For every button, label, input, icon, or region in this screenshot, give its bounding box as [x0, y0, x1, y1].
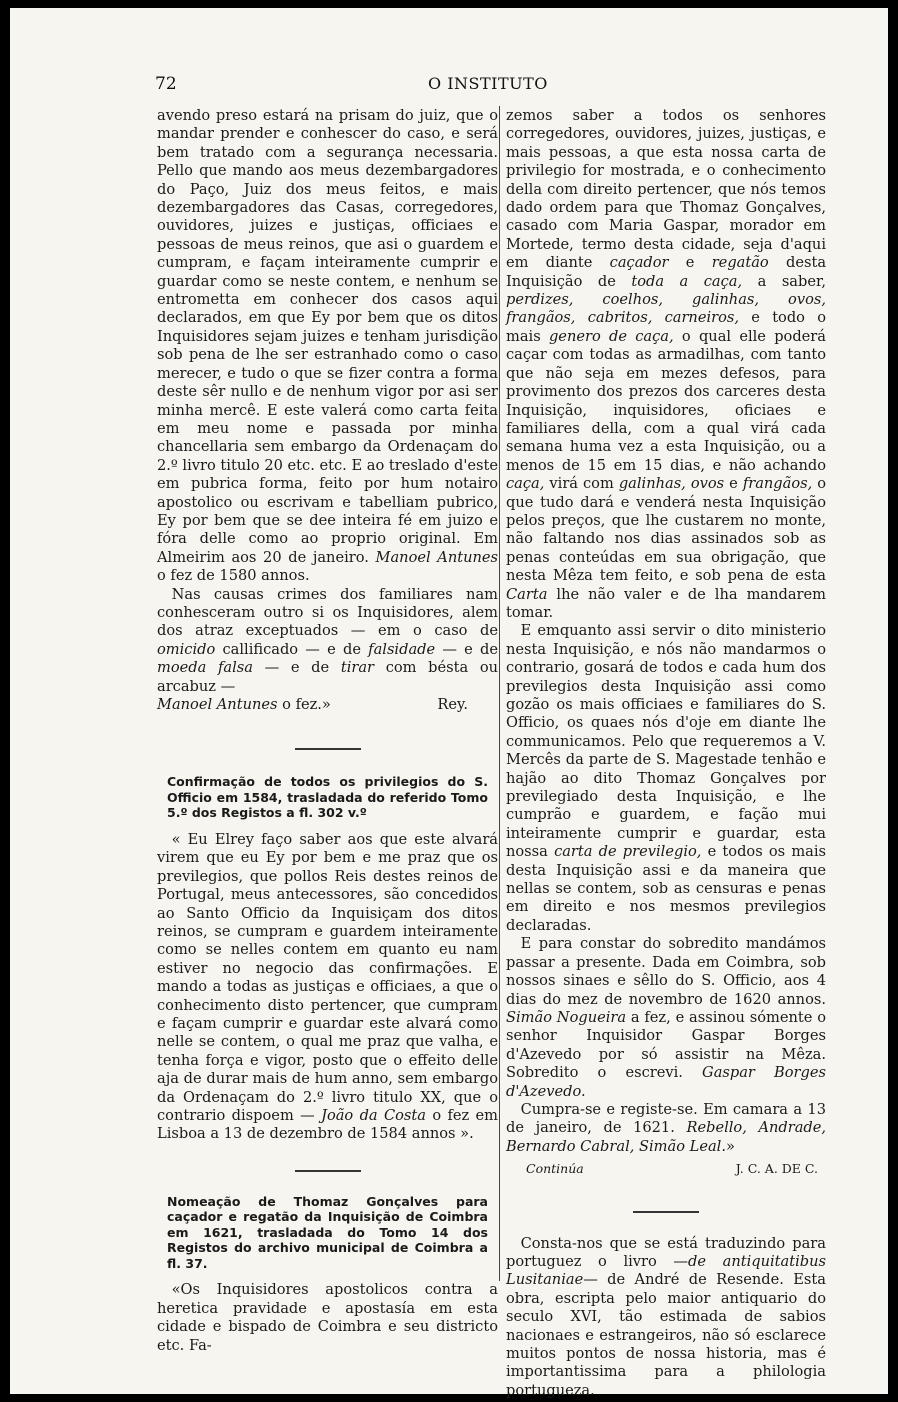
right-column — [506, 107, 826, 1400]
paragraph-constar: E para constar do sobredito mandámos passar a presente. Dada em Coimbra, sob nossos sinaes e sêllo do S. Officio, aos 4 dias do mez de novembro de 1620 annos. Simão Nogueira a fez, e assinou sómente o senhor Inquisidor Gaspar Borges d'Azevedo por só assistir na Mêza. Sobredito o escrevi. Gaspar Borges d'Azevedo. — [506, 935, 826, 1100]
paragraph-nomeacao-start: «Os Inquisidores apostolicos contra a heretica pravidade e apostasía em esta cidade e bispado de Coimbra e seu districto etc. Fa- — [157, 1281, 498, 1354]
paragraph-alvara: « Eu Elrey faço saber aos que este alvará virem que eu Ey por bem e me praz que os previlegios, que pollos Reis destes reinos de Portugal, meus antecessores, são concedidos ao Santo Officio da Inquisiçam dos ditos reinos, se cumpram e guardem inteiramente como se nelles contem em quanto eu nam estiver no negocio das confirmações. E mando a todas as justiças e officiaes, a que o conhecimento disto pertencer, que cumpram e façam cumprir e guardar este alvará como nelle se contem, o qual me praz que valha, e tenha força e vigor, posto que o effeito delle aja de durar mais de hum anno, sem embargo da Ordenaçam do 2.º livro titulo XX, que o contrario dispoem — João da Costa o fez em Lisboa a 13 de dezembro de 1584 annos ». — [157, 830, 499, 1143]
continua-label: Continúa — [526, 1161, 584, 1177]
section-heading-confirmacao: Confirmação de todos os privilegios do S. Officio em 1584, trasladada do referido Tomo 5.º dos Registos a fl. 302 v.º — [167, 774, 488, 821]
section-separator — [633, 1211, 699, 1213]
section-heading-nomeacao: Nomeação de Thomaz Gonçalves para caçador e regatão da Inquisição de Coimbra em 1621, trasladada do Tomo 14 dos Registos do archivo municipal de Coimbra a fl. 37. — [167, 1193, 488, 1271]
section-separator — [295, 1170, 361, 1172]
section-separator — [295, 748, 361, 750]
page-number: 72 — [155, 74, 177, 94]
continuation-line — [506, 1160, 826, 1178]
column-divider — [499, 106, 500, 1281]
left-column — [157, 107, 498, 1355]
rey-signature: Rey. — [437, 696, 468, 713]
paragraph-2: Nas causas crimes dos familiares nam conhesceram outro si os Inquisidores, alem dos atraz exceptuados — em o caso de omicido callificado — e de falsidade — e de moeda falsa — e de tirar com bésta ou arcabuz — — [157, 585, 499, 695]
paragraph-emquanto: E emquanto assi servir o dito ministerio nesta Inquisição, e nós não mandarmos o contrario, gosará de todos e cada hum dos previlegios desta Inquisição assi como gozão os mais officiaes e familiares do S. Officio, os quaes nós d'oje em diante lhe communicamos. Pelo que requeremos a V. Mercês da parte de S. Magestade tenhão e hajão ao dito Thomaz Gonçalves por previlegiado desta Inquisição, e lhe cumprão e guardem, e fação mui inteiramente cumprir e guardar, esta nossa carta de previlegio, e todos os mais desta Inquisição assi e da maneira que nellas se contem, sob as censuras e penas em direito e nos mesmos previlegios declaradas. — [506, 622, 827, 934]
signature-line: Manoel Antunes o fez.» Rey. — [157, 696, 498, 714]
paragraph-traducao: Consta-nos que se está traduzindo para portuguez o livro —de antiquitatibus Lusitaniae— de André de Resende. Esta obra, escripta pelo maior antiquario do seculo XVI, tão estimada de sabios nacionaes e estrangeiros, não só esclarece muitos pontos de nossa historia, mas é importantissima para a philologia portugueza. — [506, 1234, 826, 1399]
paragraph-privilegio: zemos saber a todos os senhores corregedores, ouvidores, juizes, justiças, e mais pessoas, a que esta nossa carta de privilegio for mostrada, e o conhecimento della com direito pertencer, que nós temos dado ordem para que Thomaz Gonçalves, casado com Maria Gaspar, morador em Mortede, termo desta cidade, seja d'aqui em diante caçador e regatão desta Inquisição de toda a caça, a saber, perdizes, coelhos, galinhas, ovos, frangãos, cabritos, carneiros, e todo o mais genero de caça, o qual elle poderá caçar com todas as armadilhas, com tanto que não seja em mezes defesos, para provimento dos prezos dos carceres desta Inquisição, inquisidores, oficiaes e familiares della, com a qual virá cada semana huma vez a esta Inquisição, ou a menos de 15 em 15 dias, e não achando caça, virá com galinhas, ovos e frangãos, o que tudo dará e venderá nesta Inquisição pelos preços, que lhe custarem no monte, não faltando nos dias assinados sob as penas conteúdas em sua obrigação, que nesta Mêza tem feito, e sob pena de esta Carta lhe não valer e de lha mandarem tomar. — [506, 107, 827, 621]
journal-title: O INSTITUTO — [428, 74, 548, 93]
author-initials: J. C. A. DE C. — [735, 1161, 818, 1177]
book-page — [10, 8, 888, 1399]
paragraph-cumpra: Cumpra-se e registe-se. Em camara a 13 de janeiro, de 1621. Rebello, Andrade, Bernardo Cabral, Simão Leal.» — [506, 1100, 827, 1155]
paragraph-1: avendo preso estará na prisam do juiz, que o mandar prender e conhescer do caso, e será bem tratado com a segurança necessaria. Pello que mando aos meus dezembargadores do Paço, Juiz dos meus feitos, e mais dezembargadores das Casas, corregedores, ouvidores, juizes e justiças, officiaes e pessoas de meus reinos, que asi o guardem e cumpram, e façam inteiramente cumprir e guardar como se neste contem, e nenhum se entrometta em conhecer dos casos aqui declarados, em que Ey por bem que os ditos Inquisidores sejam juizes e tenham jurisdição sob pena de lhe ser estranhado como o caso merecer, e tudo o que se fizer contra a forma deste sêr nullo e de nenhum vigor por asi ser minha mercê. E este valerá como carta feita em meu nome e passada por minha chancellaria sem embargo da Ordenaçam do 2.º livro titulo 20 etc. etc. E ao treslado d'este em pubrica forma, feito por hum notairo apostolico ou escrivam e tabelliam pubrico, Ey por bem que se dee inteira fé em juizo e fóra delle como ao proprio original. Em Almeirim aos 20 de janeiro. Manoel Antunes o fez de 1580 annos. — [157, 107, 499, 585]
running-header — [10, 74, 888, 98]
